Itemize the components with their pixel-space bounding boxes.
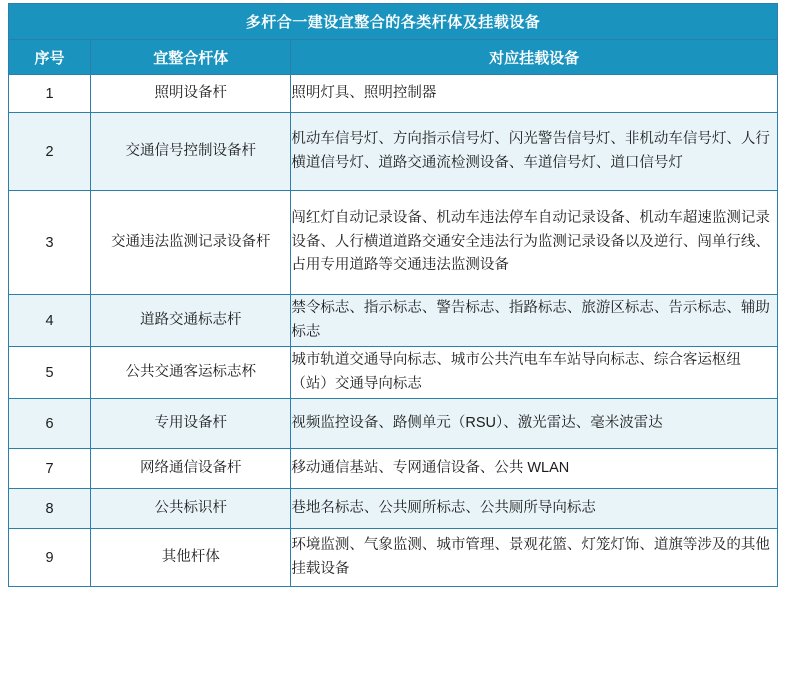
table-row — [9, 529, 778, 587]
row-pole-type: 交通信号控制设备杆 — [91, 113, 291, 191]
table-row — [9, 449, 778, 489]
row-devices: 照明灯具、照明控制器 — [291, 75, 778, 113]
row-pole-type: 公共标识杆 — [91, 489, 291, 529]
row-pole-type: 交通违法监测记录设备杆 — [91, 191, 291, 295]
row-devices: 禁令标志、指示标志、警告标志、指路标志、旅游区标志、告示标志、辅助标志 — [291, 295, 778, 347]
row-number: 9 — [9, 529, 91, 587]
row-number: 4 — [9, 295, 91, 347]
table-row — [9, 113, 778, 191]
document-page — [0, 3, 786, 684]
row-pole-type: 公共交通客运标志杯 — [91, 347, 291, 399]
row-number: 2 — [9, 113, 91, 191]
column-header-devices: 对应挂载设备 — [291, 40, 778, 75]
row-pole-type: 照明设备杆 — [91, 75, 291, 113]
table-title-row — [9, 4, 778, 40]
table-row — [9, 75, 778, 113]
table-row — [9, 191, 778, 295]
column-header-no: 序号 — [9, 40, 91, 75]
column-header-pole: 宜整合杆体 — [91, 40, 291, 75]
row-number: 7 — [9, 449, 91, 489]
row-number: 1 — [9, 75, 91, 113]
table-row — [9, 399, 778, 449]
row-number: 3 — [9, 191, 91, 295]
pole-integration-table — [8, 3, 778, 587]
table-title: 多杆合一建设宜整合的各类杆体及挂载设备 — [9, 4, 778, 40]
row-pole-type: 其他杆体 — [91, 529, 291, 587]
table-header-row — [9, 40, 778, 75]
row-pole-type: 网络通信设备杆 — [91, 449, 291, 489]
row-devices: 城市轨道交通导向标志、城市公共汽电车车站导向标志、综合客运枢纽（站）交通导向标志 — [291, 347, 778, 399]
row-devices: 移动通信基站、专网通信设备、公共 WLAN — [291, 449, 778, 489]
table-row — [9, 489, 778, 529]
row-number: 8 — [9, 489, 91, 529]
table-row — [9, 347, 778, 399]
row-devices: 环境监测、气象监测、城市管理、景观花篮、灯笼灯饰、道旗等涉及的其他挂载设备 — [291, 529, 778, 587]
row-devices: 巷地名标志、公共厕所标志、公共厕所导向标志 — [291, 489, 778, 529]
table-row — [9, 295, 778, 347]
row-devices: 闯红灯自动记录设备、机动车违法停车自动记录设备、机动车超速监测记录设备、人行横道道路交通安全违法行为监测记录设备以及逆行、闯单行线、占用专用道路等交通违法监测设备 — [291, 191, 778, 295]
row-devices: 机动车信号灯、方向指示信号灯、闪光警告信号灯、非机动车信号灯、人行横道信号灯、道路交通流检测设备、车道信号灯、道口信号灯 — [291, 113, 778, 191]
row-number: 5 — [9, 347, 91, 399]
row-pole-type: 道路交通标志杆 — [91, 295, 291, 347]
row-number: 6 — [9, 399, 91, 449]
row-devices: 视频监控设备、路侧单元（RSU）、激光雷达、毫米波雷达 — [291, 399, 778, 449]
row-pole-type: 专用设备杆 — [91, 399, 291, 449]
table-body — [9, 4, 778, 587]
